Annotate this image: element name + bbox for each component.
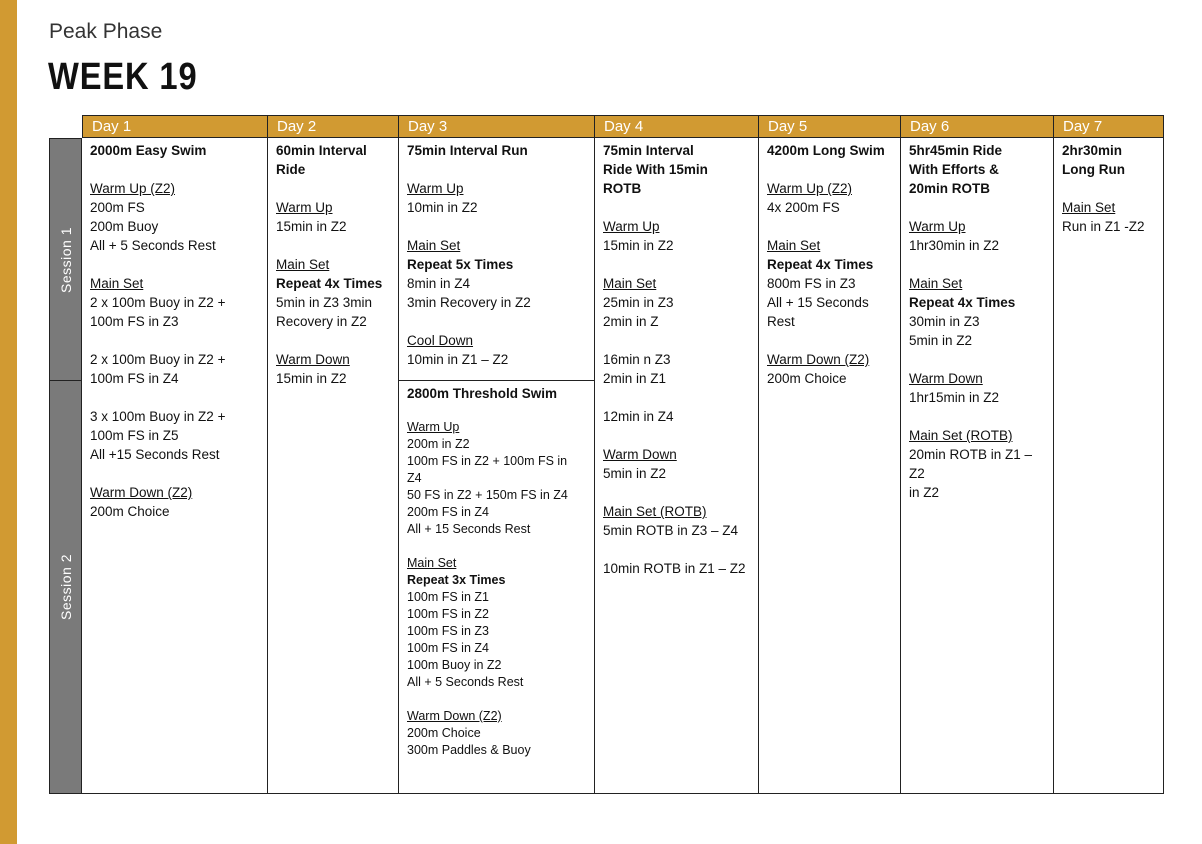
day-5-line: Rest bbox=[767, 314, 795, 329]
day-4-line: 10min ROTB in Z1 – Z2 bbox=[603, 561, 746, 576]
day-4-title: ROTB bbox=[603, 181, 642, 196]
header-day-6: Day 6 bbox=[901, 115, 1054, 138]
day-4-line: 25min in Z3 bbox=[603, 295, 674, 310]
day-3-swim-line: 100m FS in Z4 bbox=[407, 641, 489, 655]
day-3-swim-line: 300m Paddles & Buoy bbox=[407, 743, 531, 757]
day-5-line: All + 15 Seconds bbox=[767, 295, 869, 310]
day-3-swim-line: 100m Buoy in Z2 bbox=[407, 658, 502, 672]
day-1-line: 2 x 100m Buoy in Z2 + bbox=[90, 295, 226, 310]
day-7-line: Run in Z1 -Z2 bbox=[1062, 219, 1145, 234]
day-1-warmdown-heading: Warm Down (Z2) bbox=[90, 485, 193, 500]
day-1-line: 200m Choice bbox=[90, 504, 170, 519]
day-7-title: 2hr30min bbox=[1062, 143, 1123, 158]
day-4-line: 2min in Z1 bbox=[603, 371, 667, 386]
day-3-swim-title: 2800m Threshold Swim bbox=[407, 386, 558, 401]
day-2-line: Repeat 4x Times bbox=[276, 276, 383, 291]
day-4-line: 5min ROTB in Z3 – Z4 bbox=[603, 523, 739, 538]
phase-label: Peak Phase bbox=[49, 20, 163, 43]
day-4-warmup-heading: Warm Up bbox=[603, 219, 660, 234]
day-5-line: 4x 200m FS bbox=[767, 200, 840, 215]
header-day-3: Day 3 bbox=[399, 115, 595, 138]
day-1-warmup-heading: Warm Up (Z2) bbox=[90, 181, 175, 196]
day-6-line: 5min in Z2 bbox=[909, 333, 973, 348]
header-day-2: Day 2 bbox=[268, 115, 399, 138]
day-6-line: 30min in Z3 bbox=[909, 314, 980, 329]
day-5-line: Repeat 4x Times bbox=[767, 257, 874, 272]
day-6-warmup-heading: Warm Up bbox=[909, 219, 966, 234]
header-day-4: Day 4 bbox=[595, 115, 759, 138]
day-1-line: 100m FS in Z5 bbox=[90, 428, 179, 443]
day-2-title: 60min Interval bbox=[276, 143, 367, 158]
day-2-warmdown-heading: Warm Down bbox=[276, 352, 350, 367]
day-2-column bbox=[268, 138, 399, 794]
day-7-mainset-heading: Main Set bbox=[1062, 200, 1116, 215]
day-4-title: 75min Interval bbox=[603, 143, 694, 158]
week-title: WEEK 19 bbox=[48, 56, 198, 98]
day-1-line: 200m FS bbox=[90, 200, 145, 215]
day-1-cell bbox=[82, 138, 267, 521]
day-6-line: 20min ROTB in Z1 – bbox=[909, 447, 1033, 462]
header-day-7: Day 7 bbox=[1054, 115, 1164, 138]
day-1-mainset-heading: Main Set bbox=[90, 276, 144, 291]
day-3-swim-line: All + 15 Seconds Rest bbox=[407, 522, 531, 536]
day-6-title: 20min ROTB bbox=[909, 181, 991, 196]
day-5-line: 200m Choice bbox=[767, 371, 847, 386]
day-5-line: 800m FS in Z3 bbox=[767, 276, 856, 291]
day-3-swim-warmup-heading: Warm Up bbox=[407, 420, 460, 434]
day-4-line: 15min in Z2 bbox=[603, 238, 674, 253]
day-3-warmup-heading: Warm Up bbox=[407, 181, 464, 196]
day-1-line: All +15 Seconds Rest bbox=[90, 447, 220, 462]
day-3-line: 10min in Z2 bbox=[407, 200, 478, 215]
day-2-mainset-heading: Main Set bbox=[276, 257, 330, 272]
header-day-5: Day 5 bbox=[759, 115, 901, 138]
day-1-column bbox=[82, 138, 268, 794]
day-3-cooldown-heading: Cool Down bbox=[407, 333, 474, 348]
schedule-table bbox=[49, 115, 1164, 794]
day-3-swim-line: 200m FS in Z4 bbox=[407, 505, 489, 519]
day-3-line: 10min in Z1 – Z2 bbox=[407, 352, 509, 367]
day-3-title: 75min Interval Run bbox=[407, 143, 528, 158]
accent-sidebar bbox=[0, 0, 17, 844]
day-6-column bbox=[901, 138, 1054, 794]
day-7-title: Long Run bbox=[1062, 162, 1125, 177]
day-4-line: 12min in Z4 bbox=[603, 409, 674, 424]
day-3-swim-line: 200m Choice bbox=[407, 726, 481, 740]
day-5-title: 4200m Long Swim bbox=[767, 143, 885, 158]
day-2-line: 15min in Z2 bbox=[276, 219, 347, 234]
day-2-line: 15min in Z2 bbox=[276, 371, 347, 386]
day-6-rotb-heading: Main Set (ROTB) bbox=[909, 428, 1013, 443]
session-2-text: Session 2 bbox=[57, 554, 74, 620]
day-3-swim-line: 100m FS in Z3 bbox=[407, 624, 489, 638]
day-3-swim-line: 100m FS in Z1 bbox=[407, 590, 489, 604]
day-1-line: 100m FS in Z4 bbox=[90, 371, 179, 386]
day-5-column bbox=[759, 138, 901, 794]
session-1-text: Session 1 bbox=[57, 226, 74, 293]
header-day-1: Day 1 bbox=[82, 115, 268, 138]
session-1-label bbox=[49, 138, 82, 381]
day-3-swim-line: 200m in Z2 bbox=[407, 437, 470, 451]
day-6-mainset-heading: Main Set bbox=[909, 276, 963, 291]
day-1-line: 100m FS in Z3 bbox=[90, 314, 179, 329]
day-3-swim-line: 50 FS in Z2 + 150m FS in Z4 bbox=[407, 488, 568, 502]
day-2-line: Recovery in Z2 bbox=[276, 314, 367, 329]
day-4-mainset-heading: Main Set bbox=[603, 276, 657, 291]
day-7-column bbox=[1054, 138, 1164, 794]
day-5-warmup-heading: Warm Up (Z2) bbox=[767, 181, 852, 196]
day-3-swim-line: 100m FS in Z2 + 100m FS in bbox=[407, 454, 568, 468]
day-1-line: 2 x 100m Buoy in Z2 + bbox=[90, 352, 226, 367]
day-4-title: Ride With 15min bbox=[603, 162, 708, 177]
day-1-line: 200m Buoy bbox=[90, 219, 159, 234]
day-2-cell bbox=[268, 138, 398, 388]
day-3-swim-line: Repeat 3x Times bbox=[407, 573, 506, 587]
day-1-title: 2000m Easy Swim bbox=[90, 143, 207, 158]
day-6-warmdown-heading: Warm Down bbox=[909, 371, 983, 386]
day-1-line: All + 5 Seconds Rest bbox=[90, 238, 216, 253]
day-2-line: 5min in Z3 3min bbox=[276, 295, 373, 310]
day-5-mainset-heading: Main Set bbox=[767, 238, 821, 253]
day-2-warmup-heading: Warm Up bbox=[276, 200, 333, 215]
day-6-line: 1hr30min in Z2 bbox=[909, 238, 1000, 253]
day-3-line: Repeat 5x Times bbox=[407, 257, 514, 272]
day-3-line: 3min Recovery in Z2 bbox=[407, 295, 531, 310]
day-4-line: 5min in Z2 bbox=[603, 466, 667, 481]
day-4-cell bbox=[595, 138, 758, 578]
day-2-title: Ride bbox=[276, 162, 306, 177]
day-5-cell bbox=[759, 138, 900, 388]
day-6-line: Z2 bbox=[909, 466, 925, 481]
day-3-mainset-heading: Main Set bbox=[407, 238, 461, 253]
day-6-line: Repeat 4x Times bbox=[909, 295, 1016, 310]
day-3-line: 8min in Z4 bbox=[407, 276, 471, 291]
day-3-session-1-cell bbox=[399, 138, 594, 369]
day-6-line: 1hr15min in Z2 bbox=[909, 390, 1000, 405]
day-5-warmdown-heading: Warm Down (Z2) bbox=[767, 352, 870, 367]
day-7-cell bbox=[1054, 138, 1163, 236]
day-3-swim-line: All + 5 Seconds Rest bbox=[407, 675, 524, 689]
day-4-warmdown-heading: Warm Down bbox=[603, 447, 677, 462]
day-4-line: 16min n Z3 bbox=[603, 352, 671, 367]
day-3-session-2-cell bbox=[399, 382, 594, 759]
session-2-label bbox=[49, 380, 82, 794]
day-4-rotb-heading: Main Set (ROTB) bbox=[603, 504, 707, 519]
day-6-title: With Efforts & bbox=[909, 162, 999, 177]
day-1-line: 3 x 100m Buoy in Z2 + bbox=[90, 409, 226, 424]
day-6-cell bbox=[901, 138, 1053, 502]
day-3-swim-line: Z4 bbox=[407, 471, 422, 485]
day-3-swim-line: 100m FS in Z2 bbox=[407, 607, 489, 621]
day-3-session-divider bbox=[399, 380, 594, 381]
day-3-swim-mainset-heading: Main Set bbox=[407, 556, 457, 570]
day-6-line: in Z2 bbox=[909, 485, 940, 500]
day-4-line: 2min in Z bbox=[603, 314, 659, 329]
day-6-title: 5hr45min Ride bbox=[909, 143, 1003, 158]
day-3-swim-warmdown-heading: Warm Down (Z2) bbox=[407, 709, 502, 723]
day-4-column bbox=[595, 138, 759, 794]
day-3-column bbox=[399, 138, 595, 794]
